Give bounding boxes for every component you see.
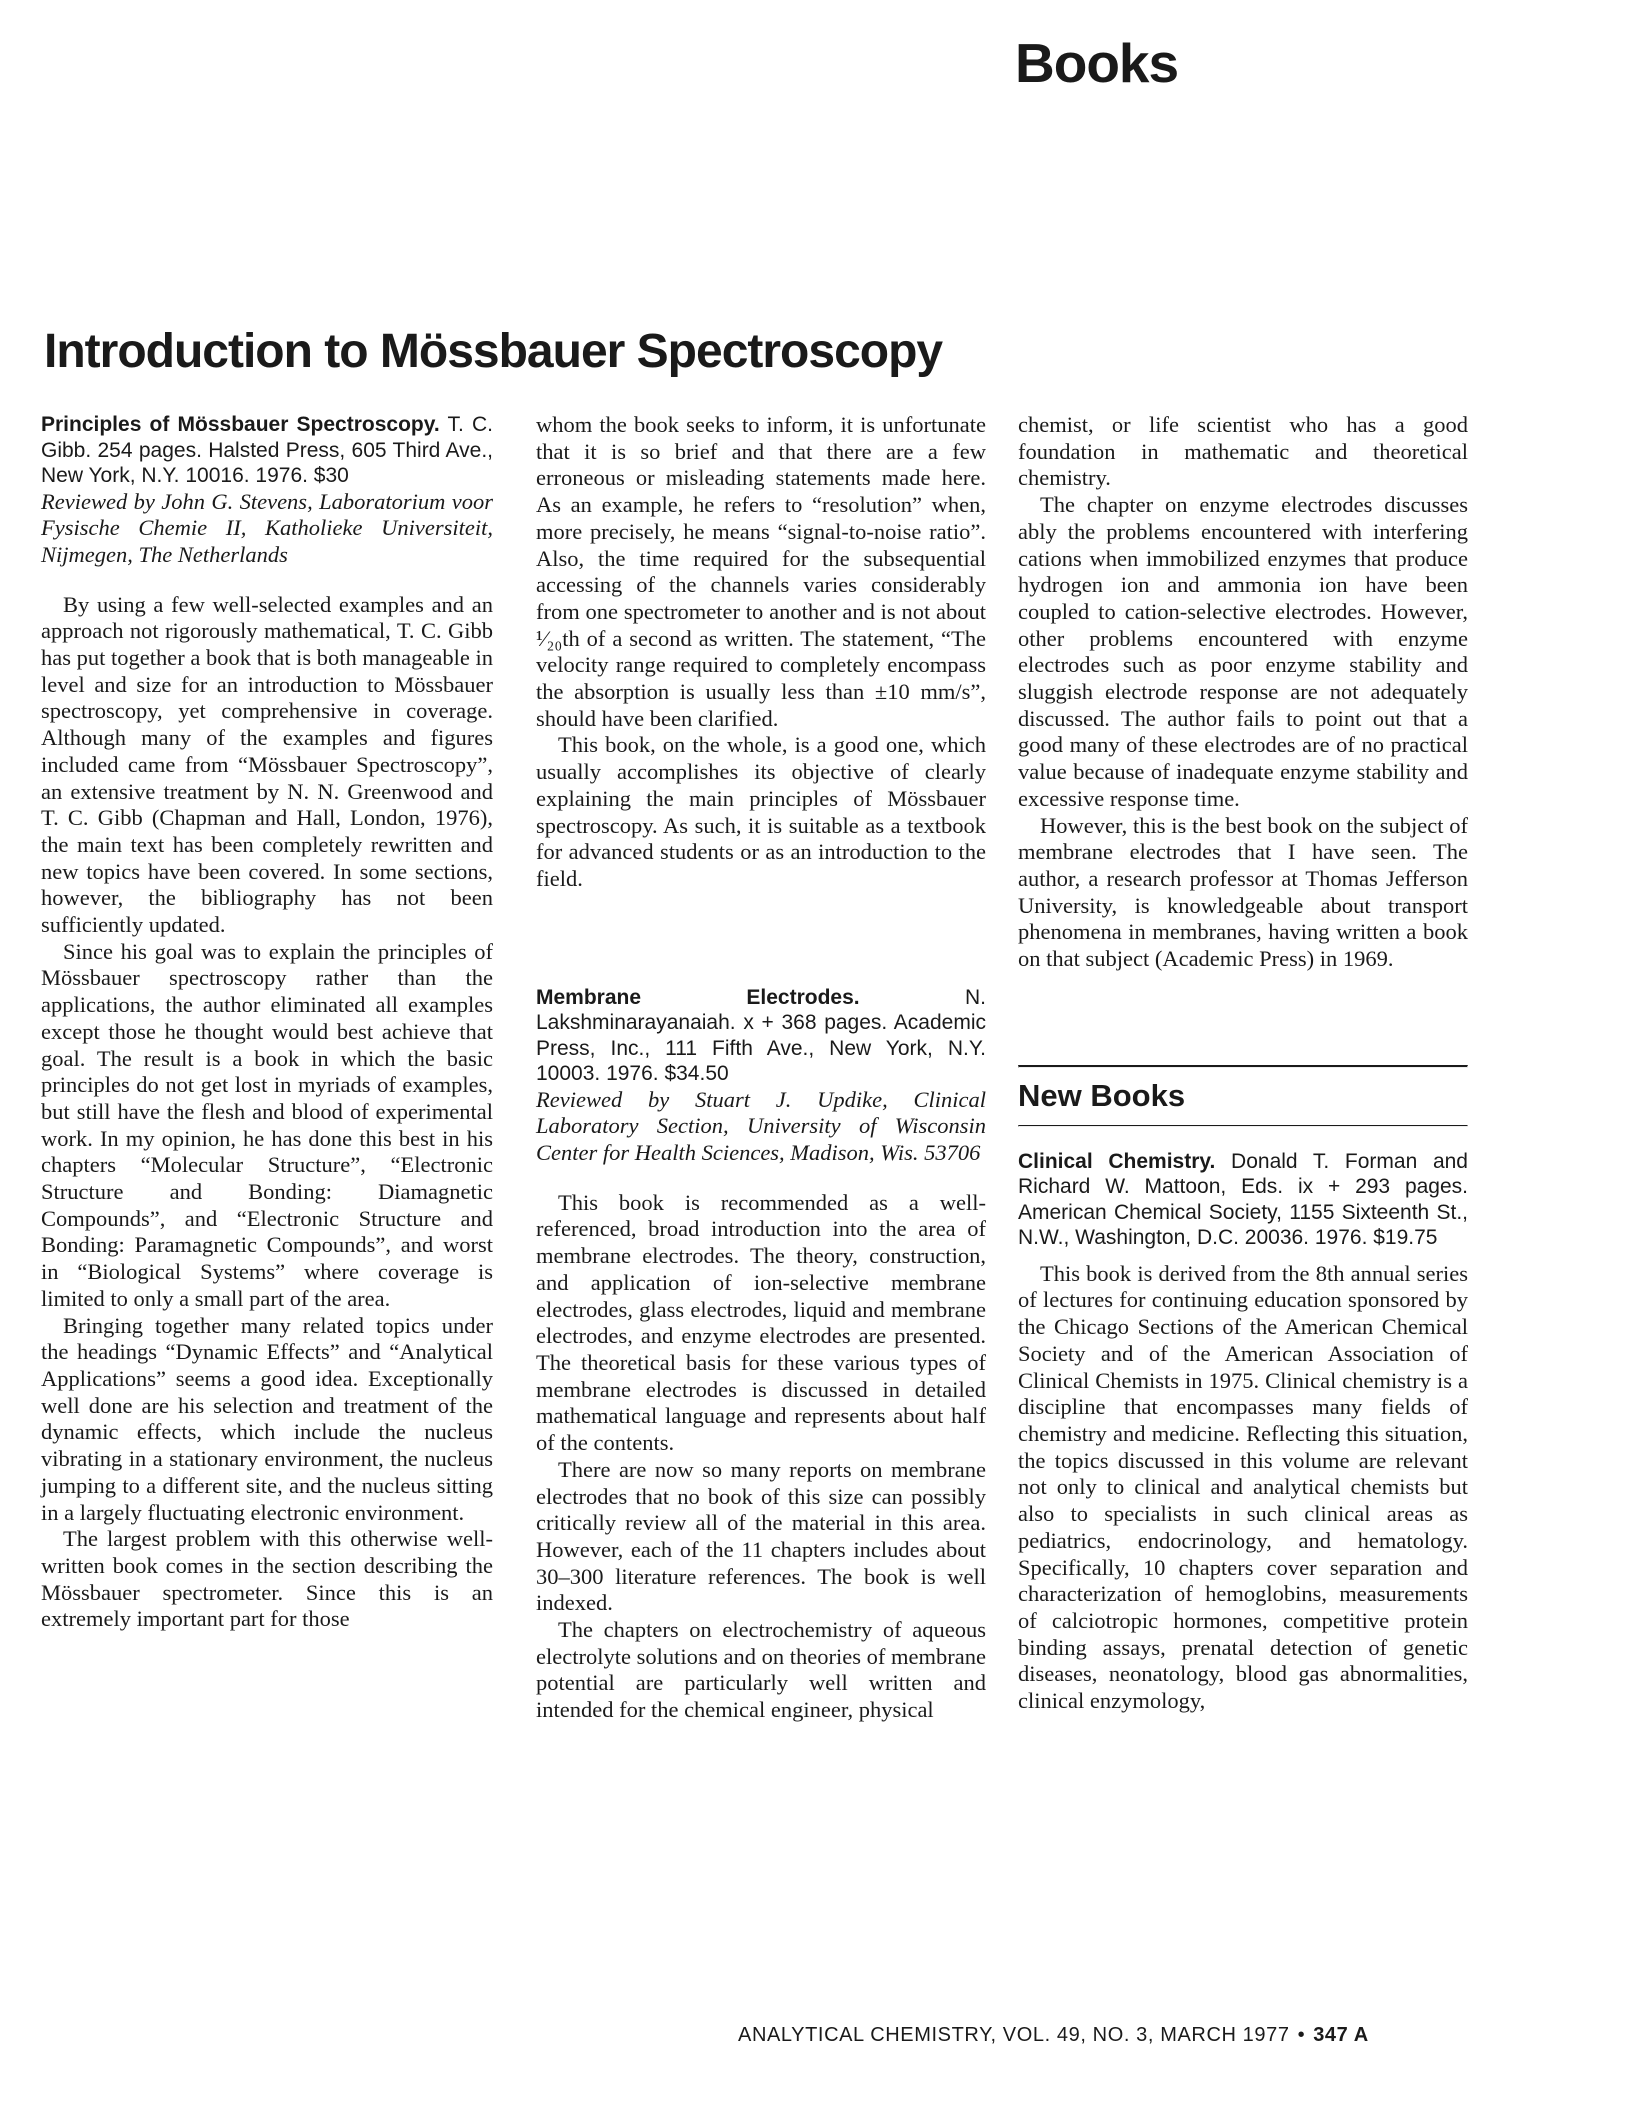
review-paragraph: The largest problem with this otherwise well-written book comes in the section describing the Mössbauer spectrometer. Since this is an extremely important part for those — [41, 1526, 493, 1632]
book-citation — [41, 412, 493, 489]
review-paragraph: This book is derived from the 8th annual series of lectures for continuing education sponsored by the Chicago Sections of the American Chemical Society and of the American Association of Clinical Chemists in 1975. Clinical chemistry is a discipline that encompasses many fields of chemistry and medicine. Reflecting this situation, the topics discussed in this volume are relevant not only to clinical and analytical chemists but also to specialists in such clinical areas as pediatrics, endocrinology, and hematology. Specifically, 10 chapters cover separation and characterization of hemoglobins, measurements of calciotropic hormones, competitive protein binding assays, prenatal detection of genetic diseases, neonatology, blood gas abnormalities, clinical enzymology, — [1018, 1260, 1468, 1714]
section-label: Books — [1015, 32, 1179, 94]
book-details: N. Lakshminarayanaiah. x + 368 pages. Academic Press, Inc., 111 Fifth Ave., New York, N.Y. 10003. 1976. $34.50 — [536, 985, 986, 1086]
book-details: T. C. Gibb. 254 pages. Halsted Press, 605 Third Ave., New York, N.Y. 10016. 1976. $30 — [41, 413, 493, 487]
book-details: Donald T. Forman and Richard W. Mattoon, Eds. ix + 293 pages. American Chemical Society, 1155 Sixteenth St., N.W., Washington, D.C. 20036. 1976. $19.75 — [1018, 1149, 1468, 1250]
column-2 — [536, 412, 986, 1724]
review-paragraph: By using a few well-selected examples and an approach not rigorously mathematical, T. C. Gibb has put together a book that is both manageable in level and size for an introduction to Mössbauer spectroscopy, yet comprehensive in coverage. Although many of the examples and figures included came from “Mössbauer Spectroscopy”, an extensive treatment by N. N. Greenwood and T. C. Gibb (Chapman and Hall, London, 1976), the main text has been completely rewritten and new topics have been covered. In some sections, however, the bibliography has not been sufficiently updated. — [41, 591, 493, 938]
review-paragraph: whom the book seeks to inform, it is unfortunate that it is so brief and that there are a few erroneous or misleading statements made here. As an example, he refers to “resolution” when, more precisely, he means “signal-to-noise ratio”. Also, the time required for the subsequential accessing of the channels varies considerably from one spectrometer to another and is not about ¹⁄₂₀th of a second as written. The statement, “The velocity range required to completely encompass the absorption is usually less than ±10 mm/s”, should have been clarified. — [536, 412, 986, 731]
review-paragraph: However, this is the best book on the subject of membrane electrodes that I have seen. The author, a research professor at Thomas Jefferson University, is knowledgeable about transport phenomena in membranes, having written a book on that subject (Academic Press) in 1969. — [1018, 812, 1468, 972]
new-books-heading: New Books — [1018, 1077, 1186, 1113]
book-title: Clinical Chemistry. — [1018, 1149, 1216, 1173]
review-paragraph: There are now so many reports on membrane electrodes that no book of this size can possibly critically review all of the material in this area. However, each of the 11 chapters includes about 30–300 literature references. The book is well indexed. — [536, 1456, 986, 1616]
review-paragraph: Bringing together many related topics under the headings “Dynamic Effects” and “Analytical Applications” seems a good idea. Exceptionally well done are his selection and treatment of the dynamic effects, which include the nucleus vibrating in a stationary environment, the nucleus jumping to a different site, and the nucleus sitting in a largely fluctuating electronic environment. — [41, 1312, 493, 1525]
page-title: Introduction to Mössbauer Spectroscopy — [44, 325, 943, 378]
review-paragraph: chemist, or life scientist who has a good foundation in mathematic and theoretical chemistry. — [1018, 412, 1468, 491]
journal-citation: ANALYTICAL CHEMISTRY, VOL. 49, NO. 3, MARCH 1977 — [738, 2024, 1290, 2046]
reviewer-credit: Reviewed by Stuart J. Updike, Clinical Laboratory Section, University of Wisconsin Center for Health Sciences, Madison, Wis. 53706 — [536, 1086, 986, 1166]
review-paragraph: This book is recommended as a well-referenced, broad introduction into the area of membrane electrodes. The theory, construction, and application of ion-selective membrane electrodes, glass electrodes, liquid and membrane electrodes, and enzyme electrodes are presented. The theoretical basis for these various types of membrane electrodes is discussed in detailed mathematical language and represents about half of the contents. — [536, 1189, 986, 1456]
book-title: Membrane Electrodes. — [536, 985, 860, 1009]
review-paragraph: The chapter on enzyme electrodes discusses ably the problems encountered with interfering cations when immobilized enzymes that produce hydrogen ion and ammonia ion have been coupled to cation-selective electrodes. However, other problems encountered with enzyme electrodes such as poor enzyme stability and sluggish electrode response are not adequately discussed. The author fails to point out that a good many of these electrodes are of no practical value because of inadequate enzyme stability and excessive response time. — [1018, 492, 1468, 811]
page-number: 347 A — [1313, 2024, 1369, 2046]
column-3 — [1018, 412, 1468, 1715]
reviewer-credit: Reviewed by John G. Stevens, Laboratorium voor Fysische Chemie II, Katholieke Universiteit, Nijmegen, The Netherlands — [41, 488, 493, 567]
column-1 — [41, 412, 493, 1633]
page-footer — [738, 2024, 1464, 2047]
section-divider — [1018, 1125, 1468, 1127]
book-title: Principles of Mössbauer Spectroscopy. — [41, 413, 440, 436]
bullet-separator: • — [1297, 2024, 1306, 2046]
book-citation — [1018, 1149, 1468, 1251]
review-paragraph: The chapters on electrochemistry of aqueous electrolyte solutions and on theories of membrane potential are particularly well written and intended for the chemical engineer, physical — [536, 1617, 986, 1723]
book-citation — [536, 985, 986, 1087]
review-paragraph: Since his goal was to explain the principles of Mössbauer spectroscopy rather than the applications, the author eliminated all examples except those he thought would best achieve that goal. The result is a book in which the basic principles do not get lost in myriads of examples, but still have the flesh and blood of experimental work. In my opinion, he has done this best in his chapters “Molecular Structure”, “Electronic Structure and Bonding: Diamagnetic Compounds”, and “Electronic Structure and Bonding: Paramagnetic Compounds”, and worst in “Biological Systems” where coverage is limited to only a small part of the area. — [41, 938, 493, 1311]
review-paragraph: This book, on the whole, is a good one, which usually accomplishes its objective of clearly explaining the main principles of Mössbauer spectroscopy. As such, it is suitable as a textbook for advanced students or as an introduction to the field. — [536, 732, 986, 891]
